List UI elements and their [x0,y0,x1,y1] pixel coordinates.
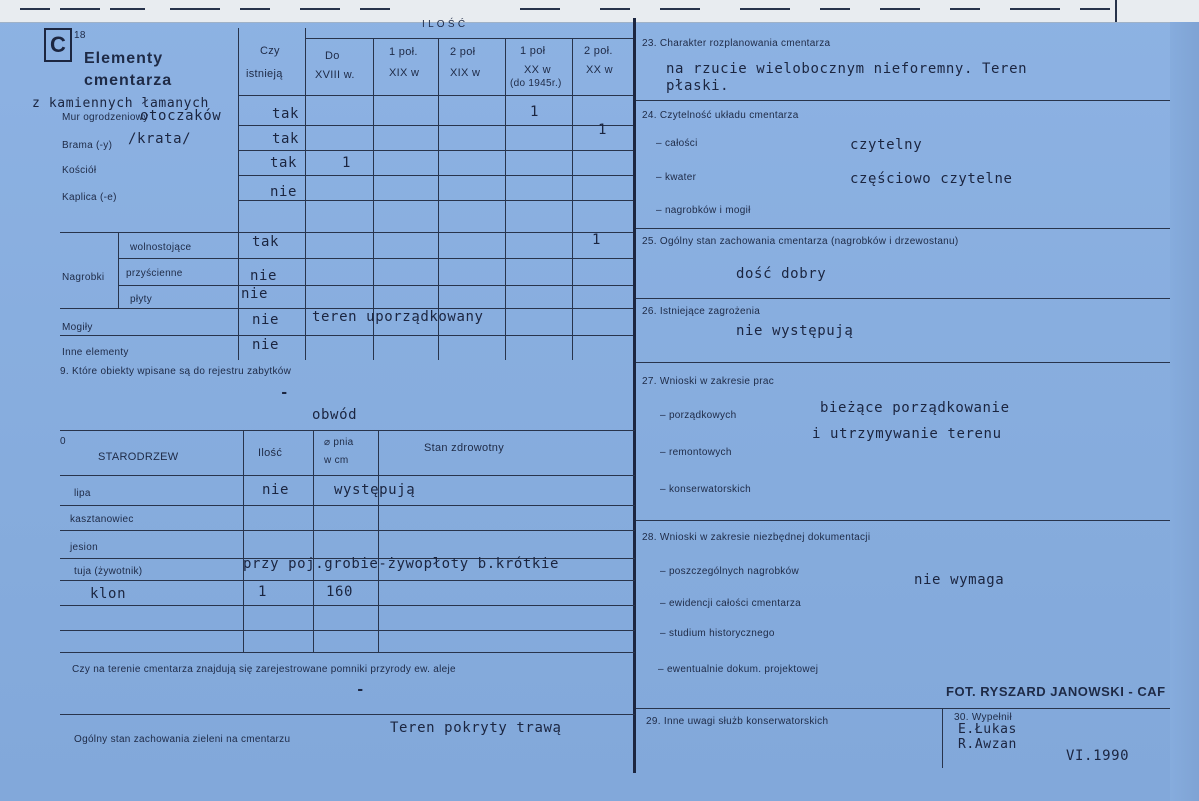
grid-line [378,430,379,652]
dash-mark [880,8,920,10]
tree-row-ilosc: nie [262,482,290,498]
top-strip [0,0,1199,23]
title-line-1: Elementy [84,50,164,67]
col-pnia-1: ⌀ pnia [324,437,354,448]
col-pnia-2: w cm [324,455,349,466]
right-edge-shade [1170,22,1199,801]
q29: 29. Inne uwagi służb konserwatorskich [646,716,829,727]
grid-line [942,708,943,768]
dash-mark [170,8,220,10]
nagrobki-label: Nagrobki [62,272,105,283]
dash-mark [240,8,270,10]
kosciol-label: Kościół [62,165,97,176]
q24-a-label: – całości [656,138,698,149]
q26: 26. Istniejące zagrożenia [642,306,761,317]
grid-line [60,714,635,715]
grid-line [118,258,635,259]
grid-line [636,362,1170,363]
q27-a: – porządkowych [660,410,737,421]
grid-line [60,580,635,581]
grid-line [60,430,635,431]
grid-line [572,38,573,360]
zielen-question: Ogólny stan zachowania zieleni na cmentarzu [74,734,291,745]
wolnostojace-czy: tak [252,234,280,250]
photo-credit: FOT. RYSZARD JANOWSKI - CAF [946,684,1166,699]
grid-line [636,708,1170,709]
q24: 24. Czytelność układu cmentarza [642,110,799,121]
dash-mark [300,8,340,10]
filler-name-2: R.Awzan [958,737,1017,752]
mogily-czy: nie [252,312,280,328]
plyty-czy: nie [241,286,269,302]
dash-mark [110,8,145,10]
q24-c-label: – nagrobków i mogił [656,205,751,216]
col-do1945: (do 1945r.) [510,78,562,89]
q28: 28. Wnioski w zakresie niezbędnej dokumentacji [642,532,871,543]
dash-mark [1115,0,1117,22]
dash-mark [520,8,560,10]
col-do: Do [325,50,340,62]
mur-hw-top: z kamiennych łamanych [32,96,209,111]
grid-line [238,200,635,201]
plyty-label: płyty [130,294,153,305]
grid-line [243,430,244,652]
ilosc-header: I L O Ś Ć [422,19,466,30]
tree-row-pnia: 160 [326,584,354,600]
grid-line [238,28,239,360]
wolnostojace-label: wolnostojące [130,242,192,253]
filler-name-1: E.Łukas [958,722,1017,737]
col-2pol-a: 2 poł [450,46,476,58]
mogily-hw: teren uporządkowany [312,309,484,325]
q30: 30. Wypełnił [954,712,1012,723]
grid-line [118,285,635,286]
q28-c: – studium historycznego [660,628,775,639]
q27-b: – remontowych [660,447,732,458]
q24-b-label: – kwater [656,172,697,183]
dash-mark [60,8,100,10]
grid-line [305,28,306,360]
grid-line [60,630,635,631]
dash-mark [950,8,980,10]
brama-czy: tak [272,131,300,147]
brama-2pol-xx: 1 [598,122,608,138]
q25: 25. Ogólny stan zachowania cmentarza (nagrobków i drzewostanu) [642,236,959,247]
tree-row-name: klon [90,586,127,602]
mogily-label: Mogiły [62,322,93,333]
dash-mark [600,8,630,10]
q23: 23. Charakter rozplanowania cmentarza [642,38,831,49]
brama-hw: /krata/ [128,131,192,147]
mur-label: Mur ogrodzeniowy [62,112,149,123]
grid-line [60,530,635,531]
inne-label: Inne elementy [62,347,129,358]
grid-line [305,38,635,39]
tree-row-name: lipa [74,488,91,499]
dash-mark [660,8,700,10]
col-xx-a: XX w [524,64,551,76]
grid-line [238,175,635,176]
col-1pol-b: 1 poł [520,45,546,57]
a23-l2: płaski. [666,78,730,94]
tree-row-name: kasztanowiec [70,514,134,525]
col-ilosc: Ilość [258,447,283,459]
q28-b: – ewidencji całości cmentarza [660,598,801,609]
brama-label: Brama (-y) [62,140,113,151]
rejestr-dash: - [280,385,290,401]
q27-a-hw2: i utrzymywanie terenu [812,426,1002,442]
grid-line [238,95,635,96]
grid-line [60,505,635,506]
inne-czy: nie [252,337,280,353]
grid-line [313,430,314,652]
grid-line [60,475,635,476]
q28-d: – ewentualnie dokum. projektowej [658,664,819,675]
col-xix-b: XIX w [450,67,481,79]
grid-line [60,232,635,233]
kaplica-label: Kaplica (-e) [62,192,117,203]
q28-a: – poszczególnych nagrobków [660,566,799,577]
grid-line [60,605,635,606]
grid-line [60,335,635,336]
a25: dość dobry [736,266,827,282]
pomniki-question: Czy na terenie cmentarza znajdują się zarejestrowane pomniki przyrody ew. aleje [72,664,456,675]
col-xix-a: XIX w [389,67,420,79]
dash-mark [740,8,790,10]
grid-line [238,125,635,126]
a26: nie występują [736,323,854,339]
wolnostojace-2pol: 1 [592,232,602,248]
dash-mark [1010,8,1060,10]
grid-line [636,520,1170,521]
tree-row-name: jesion [70,542,98,553]
col-2pol-b: 2 poł. [584,45,613,57]
q28-hw: nie wymaga [914,572,1005,588]
zielen-hw: Teren pokryty trawą [390,720,562,736]
col-xx-b: XX w [586,64,613,76]
rejestr-question: 9. Które obiekty wpisane są do rejestru zabytków [60,366,292,377]
fill-date: VI.1990 [1066,748,1130,764]
col-istnieja: istnieją [246,68,283,80]
tree-row-pnia: występują [334,482,416,498]
przyscienne-label: przyścienne [126,268,183,279]
col-xviii: XVIII w. [315,69,355,81]
q27-a-hw: bieżące porządkowanie [820,400,1010,416]
col-stan: Stan zdrowotny [424,442,505,454]
title-line-2: cmentarza [84,72,173,89]
grid-line [636,100,1170,101]
page-number: 18 [74,30,86,41]
kosciol-czy: tak [270,155,298,171]
q24-b-hw: częściowo czytelne [850,171,1013,187]
tree-row-ilosc: 1 [258,584,268,600]
grid-line [118,232,119,308]
mur-1pol-xx: 1 [530,104,540,120]
przyscienne-czy: nie [250,268,278,284]
grid-line [238,150,635,151]
grid-line [636,228,1170,229]
q27: 27. Wnioski w zakresie prac [642,376,775,387]
center-divider [633,18,636,773]
a23-l1: na rzucie wielobocznym nieforemny. Teren [666,61,1028,77]
grid-line [60,652,635,653]
dash-mark [1080,8,1110,10]
kosciol-do: 1 [342,155,352,171]
kaplica-czy: nie [270,184,298,200]
grid-line [505,38,506,360]
tuja-hw: przy poj.grobie-żywopłoty b.krótkie [243,556,560,572]
col-starodrzew: STARODRZEW [98,451,179,463]
q24-a-hw: czytelny [850,137,923,153]
q27-c: – konserwatorskich [660,484,751,495]
dash-mark [360,8,390,10]
rejestr-answer: obwód [312,407,358,423]
tree-row-name: tuja (żywotnik) [74,566,143,577]
col-1pol-a: 1 poł. [389,46,418,58]
col-czy: Czy [260,45,280,57]
pomniki-dash: - [356,682,366,698]
drzewostan-num: 0 [60,436,66,447]
mur-czy: tak [272,106,300,122]
section-letter-box: C [44,28,72,62]
dash-mark [20,8,50,10]
grid-line [636,298,1170,299]
dash-mark [820,8,850,10]
mur-hw: otoczaków [140,108,222,124]
